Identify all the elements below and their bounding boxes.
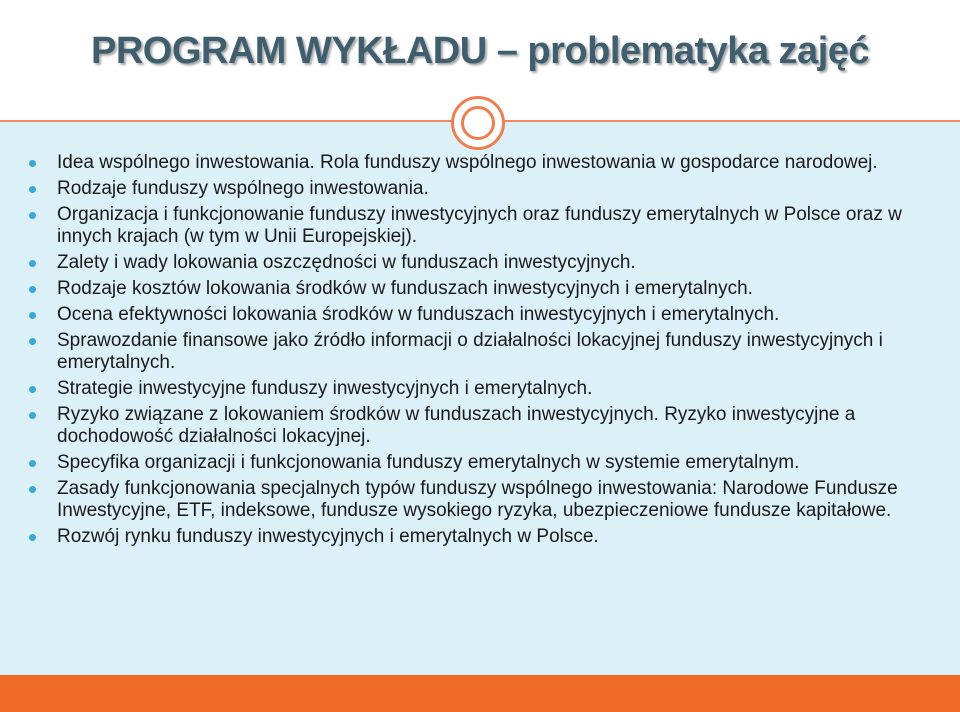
list-item <box>26 152 932 174</box>
list-item-text: Ryzyko związane z lokowaniem środków w funduszach inwestycyjnych. Ryzyko inwestycyjne a dochodowość działalności lokacyjnej. <box>57 404 856 447</box>
list-item <box>26 252 932 274</box>
bullet-icon <box>29 386 36 393</box>
list-item <box>26 178 932 200</box>
list-item <box>26 304 932 326</box>
list-item-text: Rodzaje funduszy wspólnego inwestowania. <box>57 178 429 199</box>
list-item-text: Idea wspólnego inwestowania. Rola funduszy wspólnego inwestowania w gospodarce narodowej. <box>57 152 878 173</box>
bullet-icon <box>29 260 36 267</box>
list-item-text: Strategie inwestycyjne funduszy inwestycyjnych i emerytalnych. <box>57 378 593 399</box>
list-item-text: Rozwój rynku funduszy inwestycyjnych i emerytalnych w Polsce. <box>57 526 599 547</box>
decorative-circle-icon <box>451 96 505 150</box>
bullet-icon <box>29 312 36 319</box>
list-item <box>26 404 932 448</box>
list-item <box>26 330 932 374</box>
bullet-icon <box>29 286 36 293</box>
bullet-icon <box>29 460 36 467</box>
bullet-icon <box>29 186 36 193</box>
list-item-text: Sprawozdanie finansowe jako źródło informacji o działalności lokacyjnej funduszy inwestycyjnych i emerytalnych. <box>57 330 883 373</box>
list-item-text: Organizacja i funkcjonowanie funduszy inwestycyjnych oraz funduszy emerytalnych w Polsce oraz w innych krajach (w tym w Unii Europejskiej). <box>57 204 902 247</box>
bullet-icon <box>29 160 36 167</box>
bullet-icon <box>29 486 36 493</box>
list-item <box>26 526 932 548</box>
list-item-text: Zasady funkcjonowania specjalnych typów funduszy wspólnego inwestowania: Narodowe Fundusze Inwestycyjne, ETF, indeksowe, fundusze wysokiego ryzyka, ubezpieczeniowe fundusze kapitałowe. <box>57 478 898 521</box>
list-item <box>26 278 932 300</box>
bullet-icon <box>29 534 36 541</box>
inner-circle-icon <box>461 106 495 140</box>
footer-bar <box>0 675 960 712</box>
slide-title: PROGRAM WYKŁADU – problematyka zajęć <box>90 30 870 72</box>
list-item-text: Rodzaje kosztów lokowania środków w funduszach inwestycyjnych i emerytalnych. <box>57 278 753 299</box>
list-item <box>26 478 932 522</box>
bullet-icon <box>29 212 36 219</box>
list-item-text: Zalety i wady lokowania oszczędności w funduszach inwestycyjnych. <box>57 252 636 273</box>
list-item-text: Ocena efektywności lokowania środków w funduszach inwestycyjnych i emerytalnych. <box>57 304 780 325</box>
bullet-icon <box>29 412 36 419</box>
list-item <box>26 204 932 248</box>
list-item <box>26 452 932 474</box>
list-item <box>26 378 932 400</box>
bullet-icon <box>29 338 36 345</box>
list-item-text: Specyfika organizacji i funkcjonowania funduszy emerytalnych w systemie emerytalnym. <box>57 452 800 473</box>
bullet-list <box>26 152 932 552</box>
